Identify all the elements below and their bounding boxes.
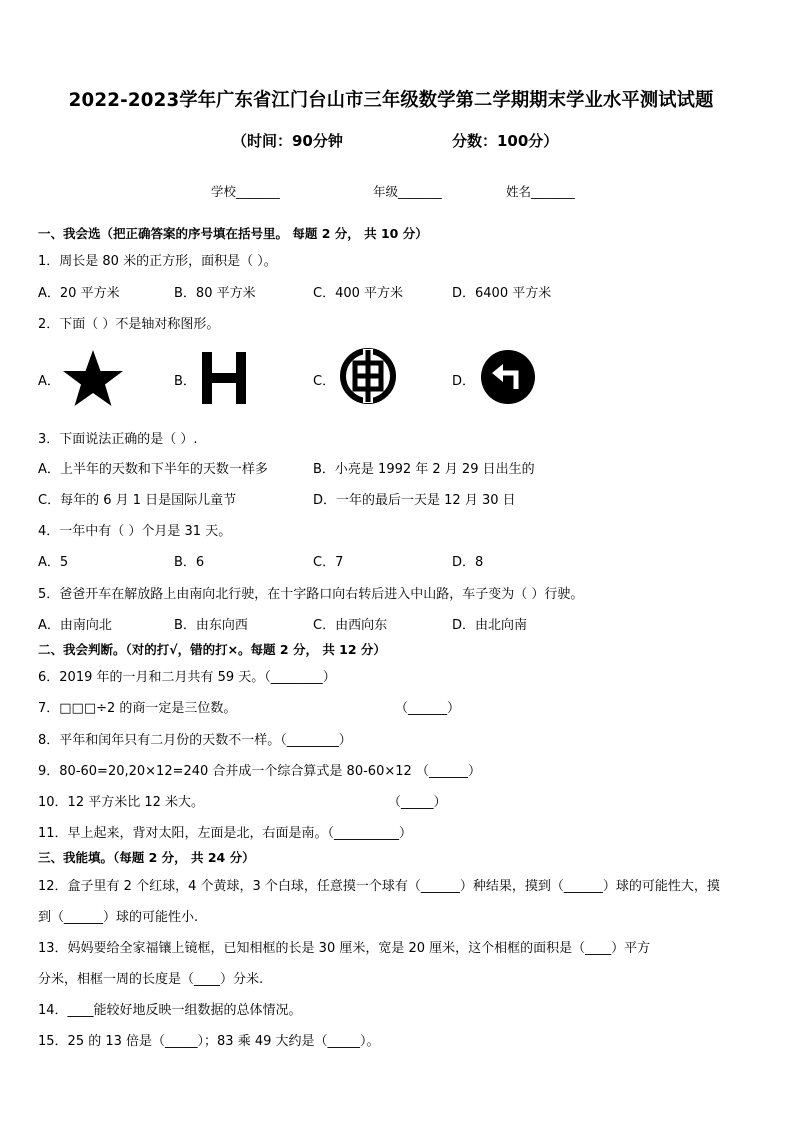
section-3-heading: 三、我能填。（每题 2 分， 共 24 分） bbox=[38, 850, 255, 865]
name-field: 姓名_______ bbox=[506, 184, 575, 199]
question-7-blank: （______） bbox=[395, 701, 461, 716]
q3-option-d: D．一年的最后一天是 12 月 30 日 bbox=[313, 493, 516, 508]
question-13: 13．妈妈要给全家福镶上镜框，已知相框的长是 30 厘米，宽是 20 厘米，这个相框的面积是（____）平方 bbox=[38, 941, 651, 956]
letter-h-icon bbox=[202, 352, 246, 404]
q1-option-b: B．80 平方米 bbox=[174, 286, 256, 301]
q2-option-c: C． bbox=[313, 374, 336, 389]
question-8: 8．平年和闰年只有二月份的天数不一样。（________） bbox=[38, 733, 352, 748]
question-4: 4．一年中有（ ）个月是 31 天。 bbox=[38, 524, 232, 539]
question-13-cont: 分米，相框一周的长度是（____）分米. bbox=[38, 972, 264, 987]
q2-option-d: D． bbox=[452, 374, 476, 389]
q5-option-c: C．由西向东 bbox=[313, 618, 388, 633]
question-10-blank: （_____） bbox=[388, 795, 447, 810]
question-12: 12．盒子里有 2 个红球，4 个黄球，3 个白球，任意摸一个球有（______）种结果，摸到（______）球的可能性大，摸 bbox=[38, 879, 720, 894]
exam-score: 分数：100分） bbox=[452, 132, 559, 150]
question-9: 9．80-60=20,20×12=240 合并成一个综合算式是 80-60×12 bbox=[38, 764, 412, 779]
question-2: 2．下面（ ）不是轴对称图形。 bbox=[38, 317, 220, 332]
q3-option-a: A．上半年的天数和下半年的天数一样多 bbox=[38, 462, 268, 477]
q2-option-a: A． bbox=[38, 374, 60, 389]
q4-option-c: C．7 bbox=[313, 555, 344, 570]
q1-option-a: A．20 平方米 bbox=[38, 286, 120, 301]
question-11: 11．早上起来，背对太阳，左面是北，右面是南。（__________） bbox=[38, 826, 413, 841]
q4-option-b: B．6 bbox=[174, 555, 205, 570]
q5-option-a: A．由南向北 bbox=[38, 618, 112, 633]
page-title: 2022-2023学年广东省江门台山市三年级数学第二学期期末学业水平测试试题 bbox=[68, 90, 714, 111]
school-field: 学校_______ bbox=[211, 184, 280, 199]
q5-option-b: B．由东向西 bbox=[174, 618, 248, 633]
question-9-blank: （______） bbox=[416, 764, 482, 779]
q4-option-a: A．5 bbox=[38, 555, 69, 570]
question-7: 7．□□□÷2 的商一定是三位数。 bbox=[38, 701, 237, 716]
q4-option-d: D．8 bbox=[452, 555, 484, 570]
question-1: 1．周长是 80 米的正方形，面积是（ ）。 bbox=[38, 254, 277, 269]
section-1-heading: 一、我会选（把正确答案的序号填在括号里。 每题 2 分， 共 10 分） bbox=[38, 226, 428, 241]
exam-time: （时间：90分钟 bbox=[232, 132, 343, 150]
question-3: 3．下面说法正确的是（ ）. bbox=[38, 432, 198, 447]
turn-left-sign-icon bbox=[480, 349, 536, 405]
q3-option-c: C．每年的 6 月 1 日是国际儿童节 bbox=[38, 493, 237, 508]
question-5: 5．爸爸开车在解放路上由南向北行驶，在十字路口向右转后进入中山路，车子变为（ ）行驶。 bbox=[38, 587, 584, 602]
question-6: 6．2019 年的一月和二月共有 59 天。（________） bbox=[38, 670, 336, 685]
star-icon bbox=[62, 349, 124, 407]
question-14: 14．____能较好地反映一组数据的总体情况。 bbox=[38, 1003, 302, 1018]
question-12-cont: 到（______）球的可能性小. bbox=[38, 910, 199, 925]
q2-option-b: B． bbox=[174, 374, 196, 389]
q1-option-c: C．400 平方米 bbox=[313, 286, 404, 301]
bank-logo-icon bbox=[339, 347, 397, 405]
q5-option-d: D．由北向南 bbox=[452, 618, 528, 633]
q1-option-d: D．6400 平方米 bbox=[452, 286, 552, 301]
section-2-heading: 二、我会判断。（对的打√，错的打×。每题 2 分， 共 12 分） bbox=[38, 642, 386, 657]
grade-field: 年级_______ bbox=[373, 184, 442, 199]
q3-option-b: B．小亮是 1992 年 2 月 29 日出生的 bbox=[313, 462, 535, 477]
question-10: 10．12 平方米比 12 米大。 bbox=[38, 795, 205, 810]
question-15: 15．25 的 13 倍是（_____）；83 乘 49 大约是（_____）。 bbox=[38, 1034, 380, 1049]
